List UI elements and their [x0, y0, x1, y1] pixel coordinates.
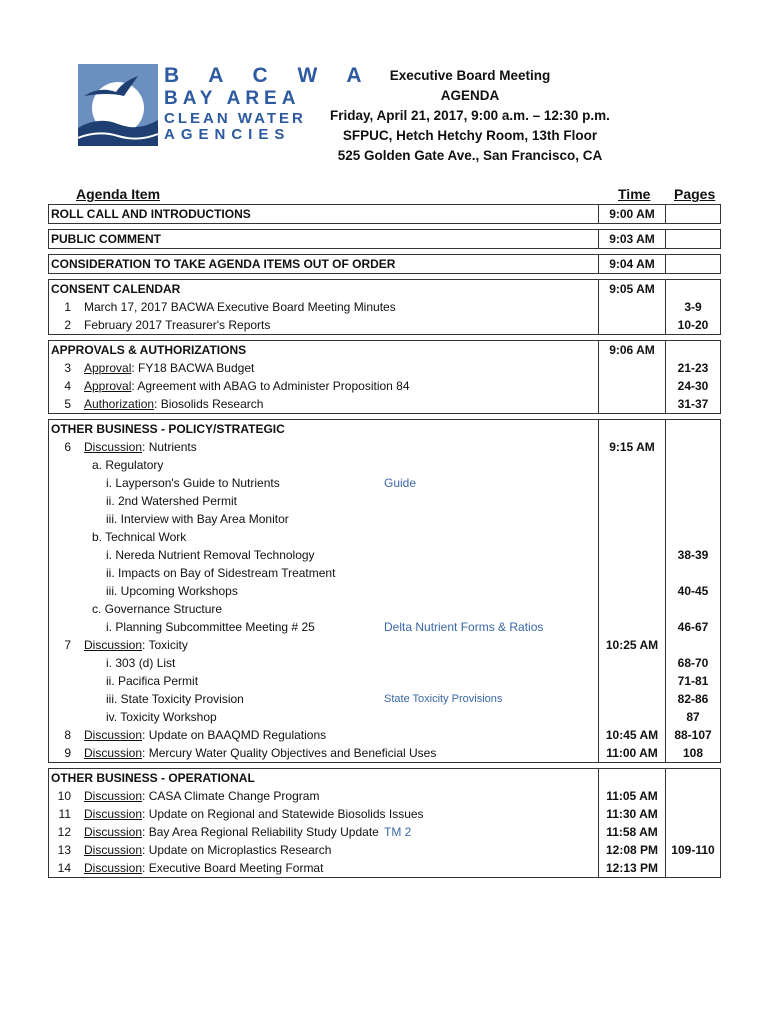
delta-nutrient-link[interactable]: Delta Nutrient Forms & Ratios: [384, 620, 544, 634]
item-time: 9:05 AM: [609, 282, 655, 296]
list-item: ii. Pacifica Permit: [106, 674, 199, 688]
list-item: ii. Impacts on Bay of Sidestream Treatment: [106, 566, 336, 580]
list-item: i. Planning Subcommittee Meeting # 25 Delta Nutrient Forms & Ratios: [106, 620, 544, 634]
list-item: a. Regulatory: [92, 458, 164, 472]
list-item: 8 Discussion: Update on BAAQMD Regulations: [64, 728, 327, 742]
item-pages: 40-45: [677, 584, 709, 598]
list-item: b. Technical Work: [92, 530, 187, 544]
meeting-datetime: Friday, April 21, 2017, 9:00 a.m. – 12:30 p.m.: [330, 108, 610, 123]
item-time: 11:58 AM: [606, 825, 658, 839]
list-item: i. Nereda Nutrient Removal Technology: [106, 548, 315, 562]
list-item: 9 Discussion: Mercury Water Quality Objectives and Beneficial Uses: [64, 746, 437, 760]
meeting-title: Executive Board Meeting: [389, 68, 551, 83]
list-item: 11 Discussion: Update on Regional and Statewide Biosolids Issues: [58, 807, 424, 821]
list-item: c. Governance Structure: [92, 602, 223, 616]
item-pages: 24-30: [677, 379, 709, 393]
agenda-row-out-of-order: [49, 255, 721, 274]
meeting-room: SFPUC, Hetch Hetchy Room, 13th Floor: [342, 128, 598, 143]
list-item: iii. Interview with Bay Area Monitor: [106, 512, 289, 526]
list-item: 14 Discussion: Executive Board Meeting Format: [57, 861, 324, 875]
meeting-address: 525 Golden Gate Ave., San Francisco, CA: [337, 148, 603, 163]
item-pages: 108: [682, 746, 704, 760]
item-time: 9:00 AM: [609, 207, 655, 221]
item-pages: 3-9: [684, 300, 702, 314]
item-pages: 10-20: [677, 318, 709, 332]
section-title: CONSENT CALENDAR: [51, 282, 181, 296]
logo-text-clean-water: CLEAN WATER: [164, 110, 306, 127]
list-item: iii. Upcoming Workshops: [106, 584, 238, 598]
item-pages: 82-86: [677, 692, 709, 706]
list-item: 13 Discussion: Update on Microplastics Research: [57, 843, 332, 857]
item-time: 9:15 AM: [609, 440, 655, 454]
item-time: 10:25 AM: [605, 638, 659, 652]
item-pages: 21-23: [677, 361, 709, 375]
list-item: 6 Discussion: Nutrients: [64, 440, 197, 454]
list-item: 2 February 2017 Treasurer's Reports: [64, 318, 271, 332]
section-title: PUBLIC COMMENT: [51, 232, 161, 246]
item-time: 11:30 AM: [606, 807, 658, 821]
column-header-pages: Pages: [674, 186, 716, 202]
agenda-section-approvals: [49, 341, 721, 414]
item-pages: 38-39: [677, 548, 709, 562]
item-time: 11:00 AM: [606, 746, 658, 760]
item-pages: 109-110: [671, 843, 715, 857]
item-pages: 31-37: [677, 397, 709, 411]
list-item: ii. 2nd Watershed Permit: [106, 494, 237, 508]
section-title: CONSIDERATION TO TAKE AGENDA ITEMS OUT OF ORDER: [51, 257, 396, 271]
agenda-row-public-comment: [49, 230, 721, 249]
item-time: 10:45 AM: [605, 728, 659, 742]
list-item: 3 Approval: FY18 BACWA Budget: [64, 361, 255, 375]
section-title: ROLL CALL AND INTRODUCTIONS: [51, 207, 251, 221]
agenda-section-operational: [49, 769, 721, 878]
list-item: 5 Authorization: Biosolids Research: [64, 397, 264, 411]
section-title: APPROVALS & AUTHORIZATIONS: [51, 343, 247, 357]
list-item: 4 Approval: Agreement with ABAG to Administer Proposition 84: [64, 379, 410, 393]
agenda-table: [48, 204, 721, 878]
item-pages: 46-67: [677, 620, 709, 634]
list-item: 10 Discussion: CASA Climate Change Program: [57, 789, 320, 803]
section-title: OTHER BUSINESS - POLICY/STRATEGIC: [51, 422, 285, 436]
column-header-time: Time: [618, 186, 651, 202]
item-time: 11:05 AM: [606, 789, 658, 803]
list-item: 7 Discussion: Toxicity: [64, 638, 188, 652]
list-item: iii. State Toxicity Provision State Toxicity Provisions: [106, 692, 503, 706]
agenda-row-roll-call: [49, 205, 721, 224]
list-item: iv. Toxicity Workshop: [106, 710, 217, 724]
logo-text-bacwa: B A C W A: [164, 64, 374, 87]
list-item: i. 303 (d) List: [106, 656, 176, 670]
column-header-agenda-item: Agenda Item: [76, 186, 161, 202]
item-time: 9:03 AM: [609, 232, 655, 246]
agenda-section-consent: [49, 280, 721, 335]
item-time: 12:08 PM: [605, 843, 659, 857]
tm2-link[interactable]: TM 2: [384, 825, 412, 839]
agenda-label: AGENDA: [440, 88, 500, 103]
agenda-section-policy: [49, 420, 721, 763]
item-pages: 68-70: [677, 656, 709, 670]
meeting-header: [310, 66, 630, 166]
list-item: i. Layperson's Guide to Nutrients Guide: [106, 476, 417, 490]
item-time: 12:13 PM: [605, 861, 659, 875]
item-time: 9:04 AM: [609, 257, 655, 271]
list-item: 1 March 17, 2017 BACWA Executive Board Meeting Minutes: [64, 300, 396, 314]
logo-text-agencies: AGENCIES: [164, 126, 291, 143]
item-pages: 87: [686, 710, 700, 724]
item-pages: 71-81: [677, 674, 709, 688]
logo-text-bay-area: BAY AREA: [164, 88, 301, 109]
section-title: OTHER BUSINESS - OPERATIONAL: [51, 771, 255, 785]
guide-link[interactable]: Guide: [384, 476, 417, 490]
item-time: 9:06 AM: [609, 343, 655, 357]
list-item: 12 Discussion: Bay Area Regional Reliability Study Update TM 2: [57, 825, 412, 839]
item-pages: 88-107: [674, 728, 712, 742]
state-toxicity-link[interactable]: State Toxicity Provisions: [384, 693, 503, 705]
